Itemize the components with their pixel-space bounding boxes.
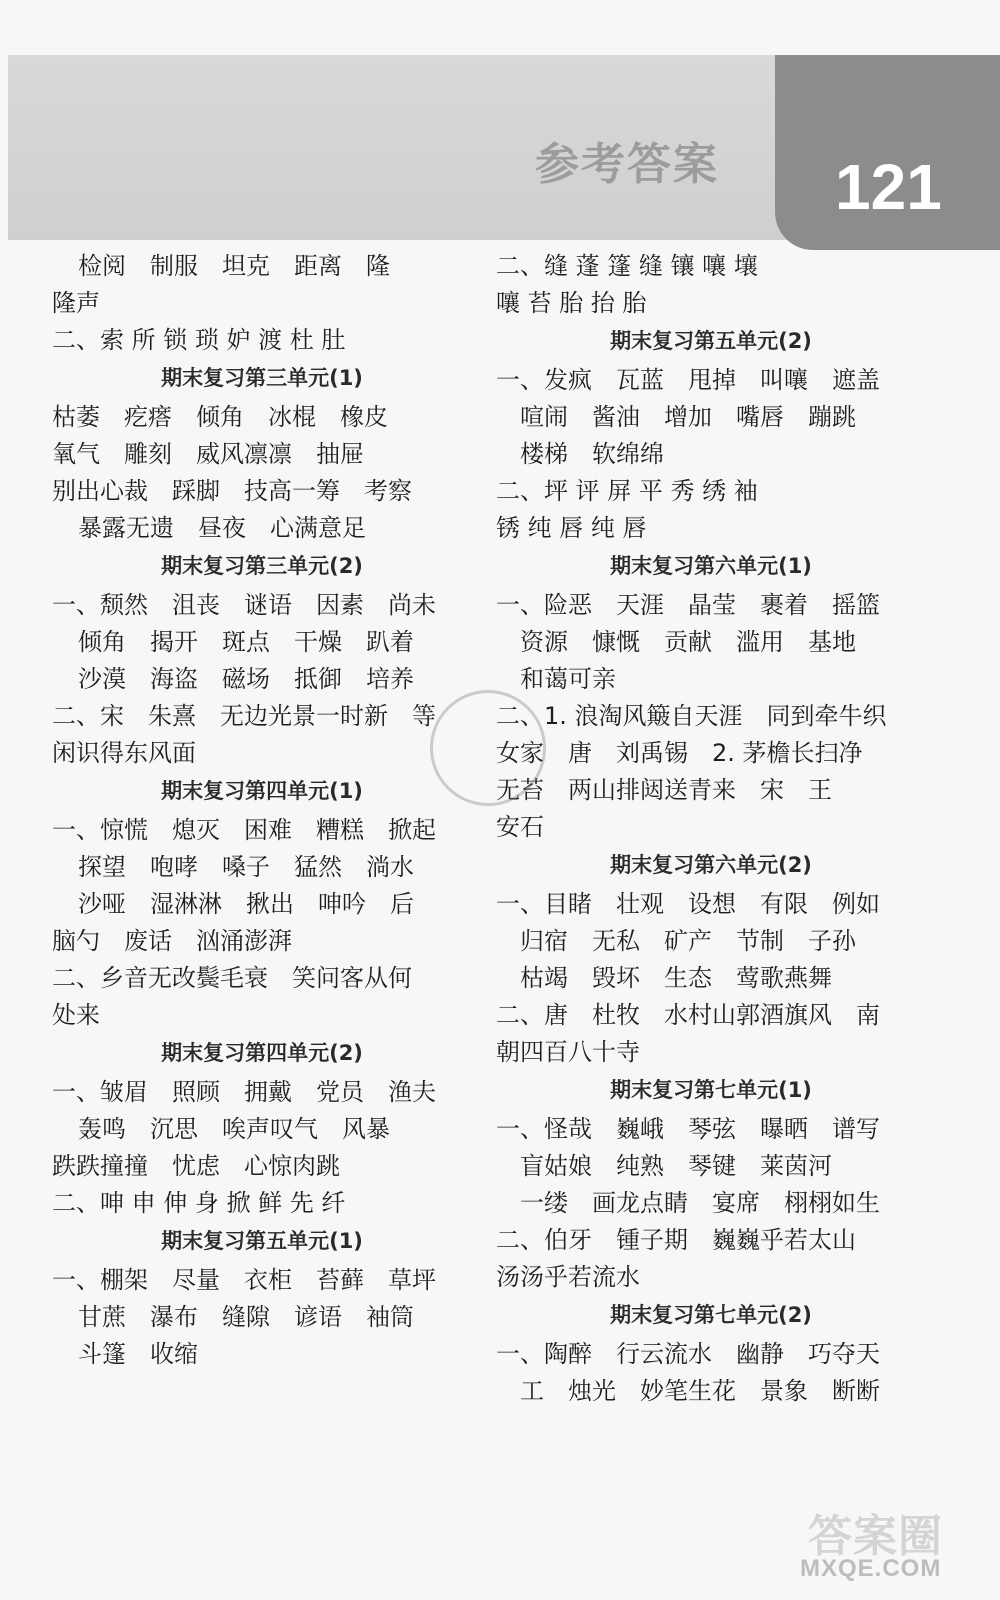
answer-line: 锈 纯 唇 纯 唇 [496, 514, 647, 542]
answer-line: 脑勺 废话 汹涌澎湃 [52, 927, 292, 955]
answer-line: 喧闹 酱油 增加 嘴唇 蹦跳 [520, 403, 856, 431]
answer-line: 二、唐 杜牧 水村山郭酒旗风 南 [496, 1001, 880, 1029]
section-title: 期末复习第五单元(2) [610, 329, 812, 353]
answer-line: 二、坪 评 屏 平 秀 绣 袖 [496, 477, 758, 505]
right-answer-column [496, 248, 926, 1410]
answer-line: 一、惊慌 熄灭 困难 糟糕 掀起 [52, 816, 436, 844]
answer-line: 二、1. 浪淘风簸自天涯 同到牵牛织 [496, 702, 887, 730]
answer-line: 沙哑 湿淋淋 揪出 呻吟 后 [78, 890, 414, 918]
section-title: 期末复习第五单元(1) [161, 1229, 363, 1253]
answer-line: 盲姑娘 纯熟 琴键 莱茵河 [520, 1152, 832, 1180]
answer-line: 暴露无遗 昼夜 心满意足 [78, 514, 366, 542]
section-title: 期末复习第四单元(1) [161, 779, 363, 803]
section-title: 期末复习第七单元(1) [610, 1078, 812, 1102]
answer-line: 楼梯 软绵绵 [520, 440, 664, 468]
watermark-logo: 答案圈 [808, 1512, 943, 1561]
answer-line: 二、索 所 锁 琐 妒 渡 杜 肚 [52, 326, 346, 354]
answer-line: 一、发疯 瓦蓝 甩掉 叫嚷 遮盖 [496, 366, 880, 394]
section-title: 期末复习第六单元(2) [610, 853, 812, 877]
answer-line: 轰鸣 沉思 唉声叹气 风暴 [78, 1115, 390, 1143]
answer-line: 二、乡音无改鬓毛衰 笑问客从何 [52, 964, 412, 992]
answer-line: 资源 慷慨 贡献 滥用 基地 [520, 628, 856, 656]
faded-stamp-mark [430, 690, 546, 806]
answer-line: 氧气 雕刻 威风凛凛 抽屉 [52, 440, 364, 468]
answer-line: 二、呻 申 伸 身 掀 鲜 先 纤 [52, 1189, 346, 1217]
answer-line: 安石 [496, 813, 544, 841]
left-answer-column [52, 248, 472, 1373]
answer-line: 和蔼可亲 [520, 665, 616, 693]
answer-line: 无苔 两山排闼送青来 宋 王 [496, 776, 832, 804]
answer-line: 女家 唐 刘禹锡 2. 茅檐长扫净 [496, 739, 863, 767]
answer-line: 处来 [52, 1001, 100, 1029]
answer-line: 二、宋 朱熹 无边光景一时新 等 [52, 702, 436, 730]
section-title: 期末复习第三单元(2) [161, 554, 363, 578]
answer-line: 一、险恶 天涯 晶莹 裹着 摇篮 [496, 591, 880, 619]
section-title: 期末复习第三单元(1) [161, 366, 363, 390]
answer-line: 一缕 画龙点睛 宴席 栩栩如生 [520, 1189, 880, 1217]
answer-line: 一、目睹 壮观 设想 有限 例如 [496, 890, 880, 918]
answer-line: 一、颓然 沮丧 谜语 因素 尚未 [52, 591, 436, 619]
section-title: 期末复习第四单元(2) [161, 1041, 363, 1065]
answer-line: 二、伯牙 锺子期 巍巍乎若太山 [496, 1226, 856, 1254]
section-title: 期末复习第六单元(1) [610, 554, 812, 578]
answer-line: 归宿 无私 矿产 节制 子孙 [520, 927, 856, 955]
answer-line: 别出心裁 踩脚 技高一筹 考察 [52, 477, 412, 505]
answer-line: 一、棚架 尽量 衣柜 苔藓 草坪 [52, 1266, 436, 1294]
answer-line: 朝四百八十寺 [496, 1038, 640, 1066]
answer-line: 嚷 苔 胎 抬 胎 [496, 289, 647, 317]
answer-line: 枯竭 毁坏 生态 莺歌燕舞 [520, 964, 832, 992]
answer-line: 汤汤乎若流水 [496, 1263, 640, 1291]
answer-line: 检阅 制服 坦克 距离 隆 [78, 252, 390, 280]
answer-line: 枯萎 疙瘩 倾角 冰棍 橡皮 [52, 403, 388, 431]
answer-line: 倾角 揭开 斑点 干燥 趴着 [78, 628, 414, 656]
watermark-url: MXQE.COM [800, 1555, 942, 1582]
answer-line: 隆声 [52, 289, 100, 317]
page-title: 参考答案 [535, 139, 719, 190]
answer-line: 二、缝 蓬 篷 缝 镶 嚷 壤 [496, 252, 758, 280]
section-title: 期末复习第七单元(2) [610, 1303, 812, 1327]
answer-line: 一、皱眉 照顾 拥戴 党员 渔夫 [52, 1078, 436, 1106]
page-number: 121 [835, 151, 942, 223]
answer-line: 沙漠 海盗 磁场 抵御 培养 [78, 665, 414, 693]
answer-line: 闲识得东风面 [52, 739, 196, 767]
answer-line: 甘蔗 瀑布 缝隙 谚语 袖筒 [78, 1303, 414, 1331]
answer-line: 工 烛光 妙笔生花 景象 断断 [520, 1377, 880, 1405]
answer-line: 一、怪哉 巍峨 琴弦 曝晒 谱写 [496, 1115, 880, 1143]
answer-line: 斗篷 收缩 [78, 1340, 198, 1368]
answer-line: 跌跌撞撞 忧虑 心惊肉跳 [52, 1152, 340, 1180]
answer-line: 一、陶醉 行云流水 幽静 巧夺天 [496, 1340, 880, 1368]
answer-line: 探望 咆哮 嗓子 猛然 淌水 [78, 853, 414, 881]
